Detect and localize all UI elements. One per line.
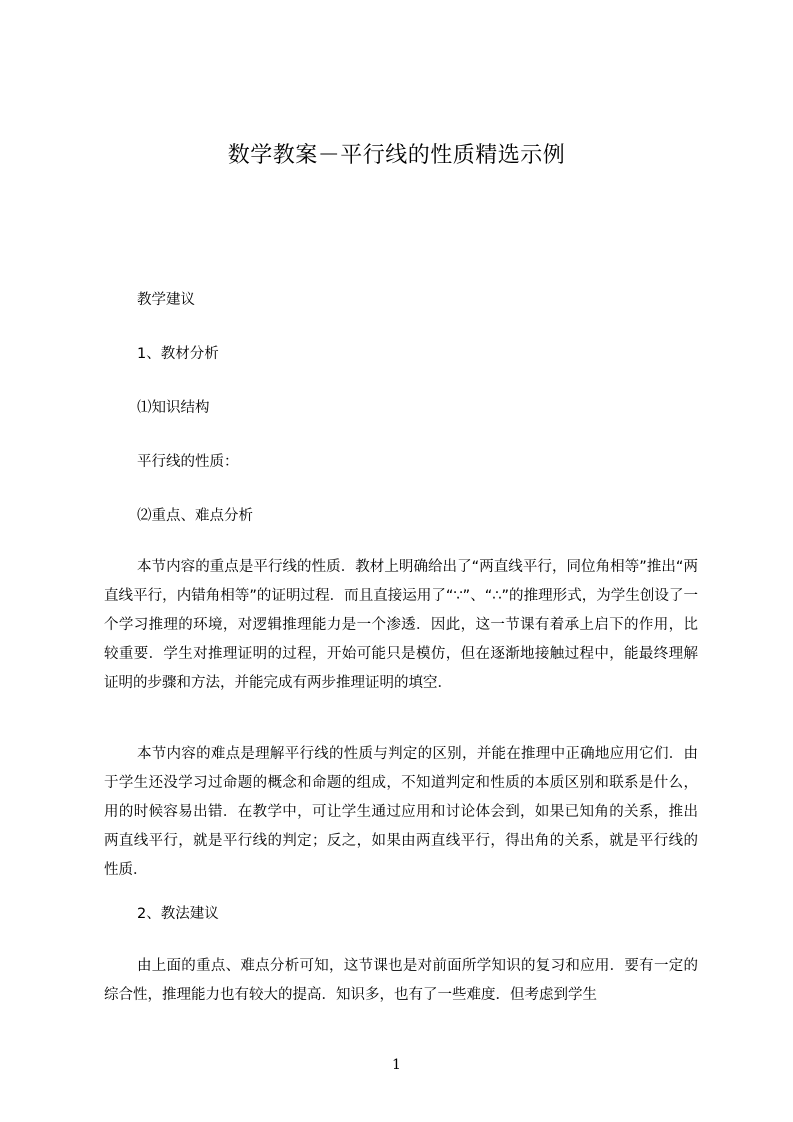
paragraph-teaching-method: 由上面的重点、难点分析可知，这节课也是对前面所学知识的复习和应用．要有一定的综合性，推理能力也有较大的提高．知识多，也有了一些难度．但考虑到学生 [104, 958, 698, 1003]
heading-parallel-properties: 平行线的性质： [137, 454, 239, 470]
heading-knowledge-structure: ⑴知识结构 [137, 400, 210, 416]
heading-teaching-advice: 教学建议 [137, 292, 195, 308]
paragraph-difficulties: 本节内容的难点是理解平行线的性质与判定的区别，并能在推理中正确地应用它们．由于学生还没学习过命题的概念和命题的组成，不知道判定和性质的本质区别和联系是什么，用的时候容易出错．在教学中，可让学生通过应用和讨论体会到，如果已知角的关系，推出两直线平行，就是平行线的判定；反之，如果由两直线平行，得出角的关系，就是平行线的性质． [104, 746, 698, 878]
heading-section-1: 1、教材分析 [137, 346, 219, 362]
document-title: 数学教案－平行线的性质精选示例 [227, 143, 566, 168]
paragraph-key-points: 本节内容的重点是平行线的性质．教材上明确给出了“两直线平行，同位角相等”推出“两直线平行，内错角相等”的证明过程．而且直接运用了“∵”、“∴”的推理形式，为学生创设了一个学习推理的环境，对逻辑推理能力是一个渗透．因此，这一节课有着承上启下的作用，比较重要．学生对推理证明的过程，开始可能只是模仿，但在逐渐地接触过程中，能最终理解证明的步骤和方法，并能完成有两步推理证明的填空． [104, 559, 698, 691]
page-number: 1 [392, 1057, 401, 1073]
heading-section-2: 2、教法建议 [137, 906, 219, 922]
heading-key-difficult-points: ⑵重点、难点分析 [137, 508, 253, 524]
